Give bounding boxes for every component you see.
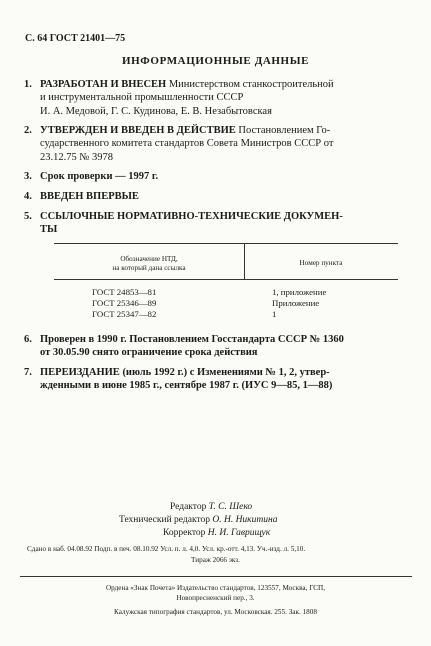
item-6: 6. Проверен в 1990 г. Постановлением Госстандарта СССР № 1360 от 30.05.90 снято ограничение срока действия <box>24 334 344 359</box>
table-cell-clause: 1 <box>272 309 277 319</box>
table-cell-clause: 1, приложение <box>272 287 327 297</box>
item-5: 5. ССЫЛОЧНЫЕ НОРМАТИВНО-ТЕХНИЧЕСКИЕ ДОКУМЕН- ТЫ <box>24 211 343 236</box>
page-header: С. 64 ГОСТ 21401—75 <box>25 33 126 44</box>
table-cell-doc: ГОСТ 24853—81 <box>92 287 157 297</box>
table-header-rule <box>54 279 398 280</box>
item-7: 7. ПЕРЕИЗДАНИЕ (июль 1992 г.) с Изменениями № 1, 2, утвер- жденными в июне 1985 г., сентябре 1987 г. (ИУС 9—85, 1—88) <box>24 367 333 392</box>
credit-editor: Редактор Т. С. Шеко <box>170 502 253 512</box>
table-top-rule <box>54 243 398 244</box>
imprint-line-2: Тираж 2066 экз. <box>191 556 240 564</box>
item-2: 2. УТВЕРЖДЕН И ВВЕДЕН В ДЕЙСТВИЕ Постановлением Го- сударственного комитета стандартов Совета Министров СССР от 23.12.75 № 3978 <box>24 125 334 163</box>
item-4: 4. ВВЕДЕН ВПЕРВЫЕ <box>24 191 139 202</box>
imprint-divider <box>20 576 412 577</box>
imprint-line-3: Ордена «Знак Почета» Издательство стандартов, 123557, Москва, ГСП, <box>105 584 326 592</box>
imprint-line-1: Сдано в наб. 04.08.92 Подп. в печ. 08.10.92 Усл. п. л. 4,0. Усл. кр.-отт. 4,13. Уч.-изд. л. 5,10. <box>27 545 306 553</box>
table-cell-doc: ГОСТ 25346—89 <box>92 298 157 308</box>
imprint-line-5: Калужская типография стандартов, ул. Московская. 255. Зак. 1808 <box>114 608 317 616</box>
imprint-line-4: Новопресненский пер., 3. <box>176 594 255 602</box>
section-title: ИНФОРМАЦИОННЫЕ ДАННЫЕ <box>121 55 310 67</box>
credit-tech-editor: Технический редактор О. Н. Никитина <box>119 515 278 525</box>
table-cell-doc: ГОСТ 25347—82 <box>92 309 157 319</box>
item-1: 1. РАЗРАБОТАН И ВНЕСЕН Министерством станкостроительной и инструментальной промышленности СССР И. А. Медовой, Г. С. Кудинова, Е. В. Незабытовская <box>24 79 334 117</box>
table-cell-clause: Приложение <box>272 298 320 308</box>
item-3: 3. Срок проверки — 1997 г. <box>24 171 159 182</box>
table-header-clause: Номер пункта <box>299 259 343 267</box>
table-header-designation: Обозначение НТД, на который дана ссылка <box>112 255 186 272</box>
credit-proofreader: Корректор Н. И. Гаврищук <box>163 528 271 538</box>
